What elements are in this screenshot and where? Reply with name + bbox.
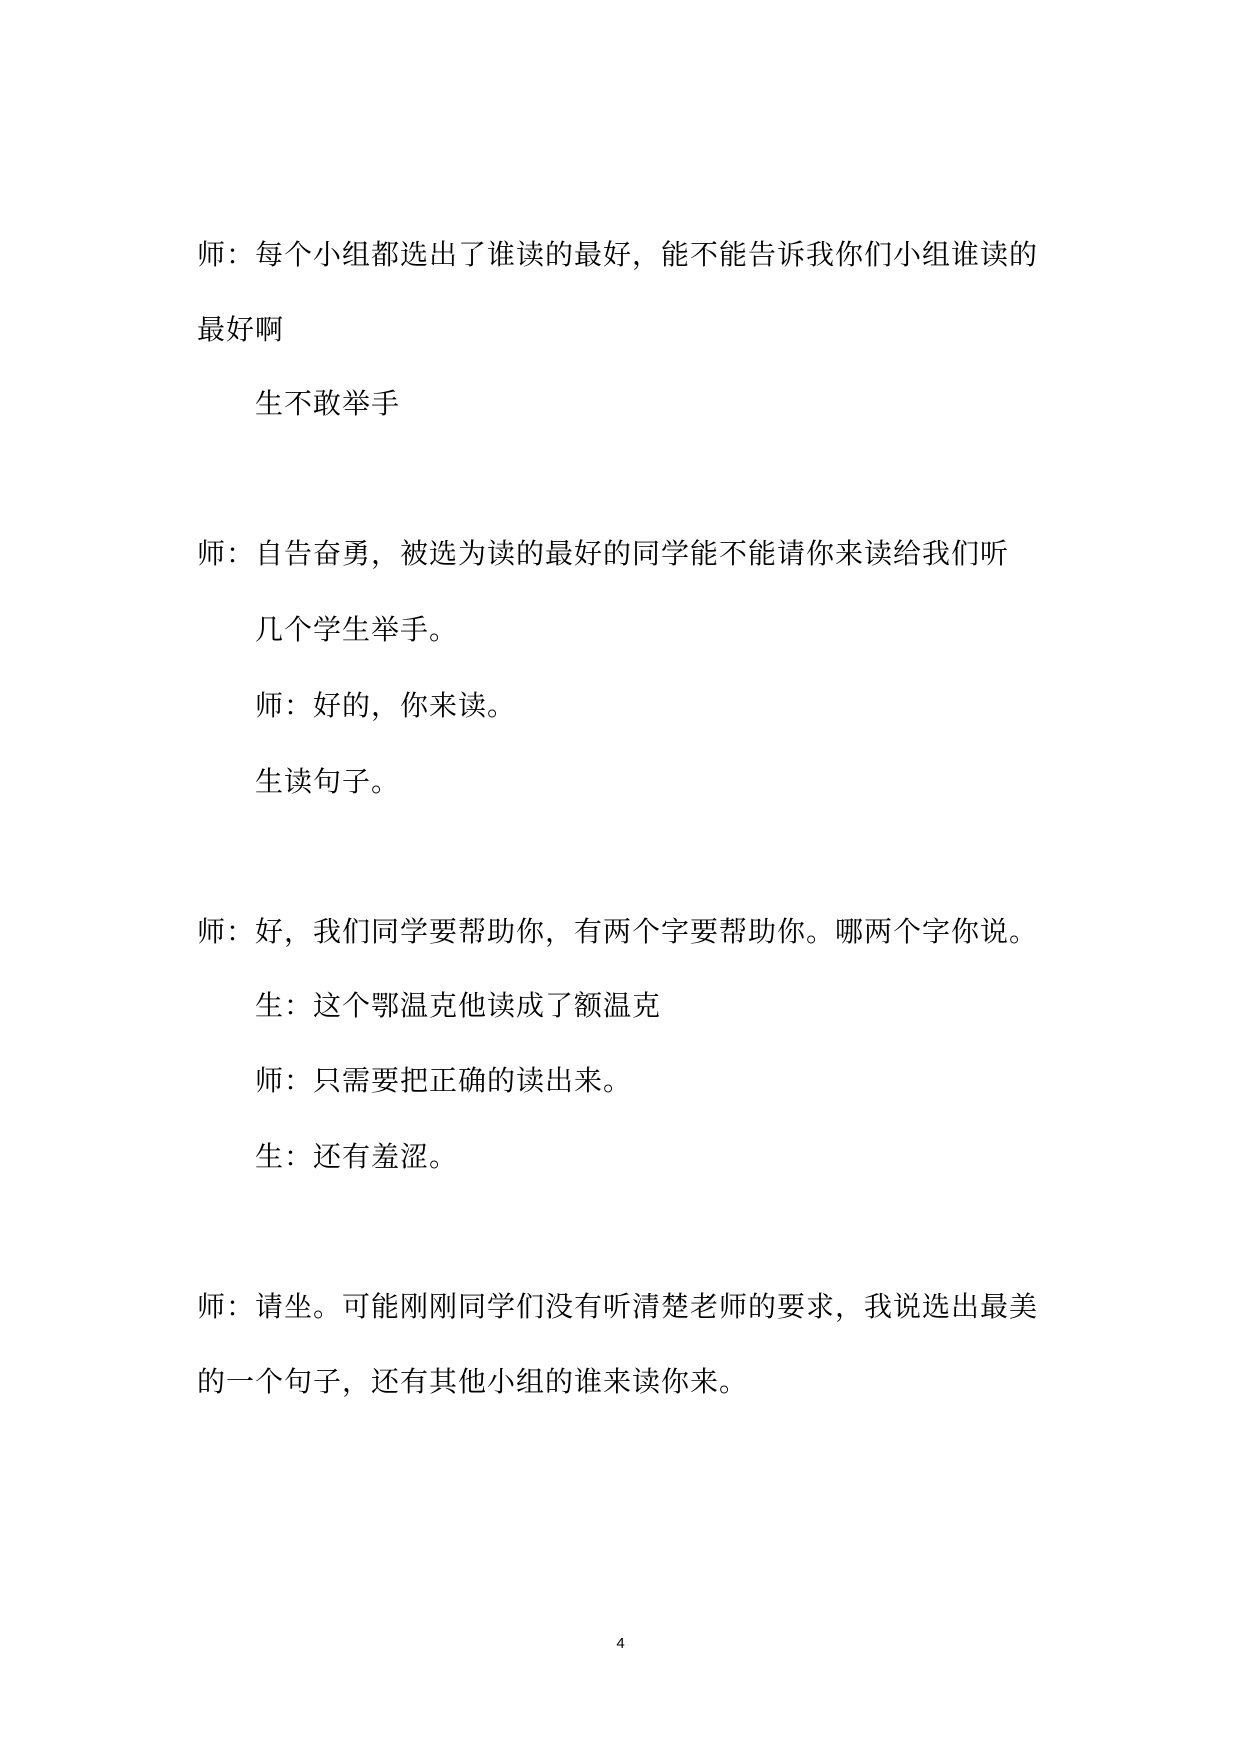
paragraph-line: 师：每个小组都选出了谁读的最好，能不能告诉我你们小组谁读的	[197, 238, 1039, 271]
paragraph-line: 师：自告奋勇，被选为读的最好的同学能不能请你来读给我们听	[197, 537, 1010, 570]
paragraph-line: 生：还有羞涩。	[255, 1140, 459, 1173]
paragraph-line: 最好啊	[197, 313, 285, 346]
paragraph-line: 的一个句子，还有其他小组的谁来读你来。	[197, 1365, 749, 1398]
paragraph-line: 生读句子。	[255, 765, 401, 798]
paragraph-line: 几个学生举手。	[255, 613, 459, 646]
paragraph-line: 师：好，我们同学要帮助你，有两个字要帮助你。哪两个字你说。	[197, 915, 1039, 948]
page-number: 4	[616, 1635, 625, 1652]
paragraph-line: 师：请坐。可能刚刚同学们没有听清楚老师的要求，我说选出最美	[197, 1290, 1039, 1323]
paragraph-line: 生不敢举手	[255, 387, 401, 420]
paragraph-line: 生：这个鄂温克他读成了额温克	[255, 989, 662, 1022]
paragraph-line: 师：好的，你来读。	[255, 689, 517, 722]
paragraph-line: 师：只需要把正确的读出来。	[255, 1064, 633, 1097]
